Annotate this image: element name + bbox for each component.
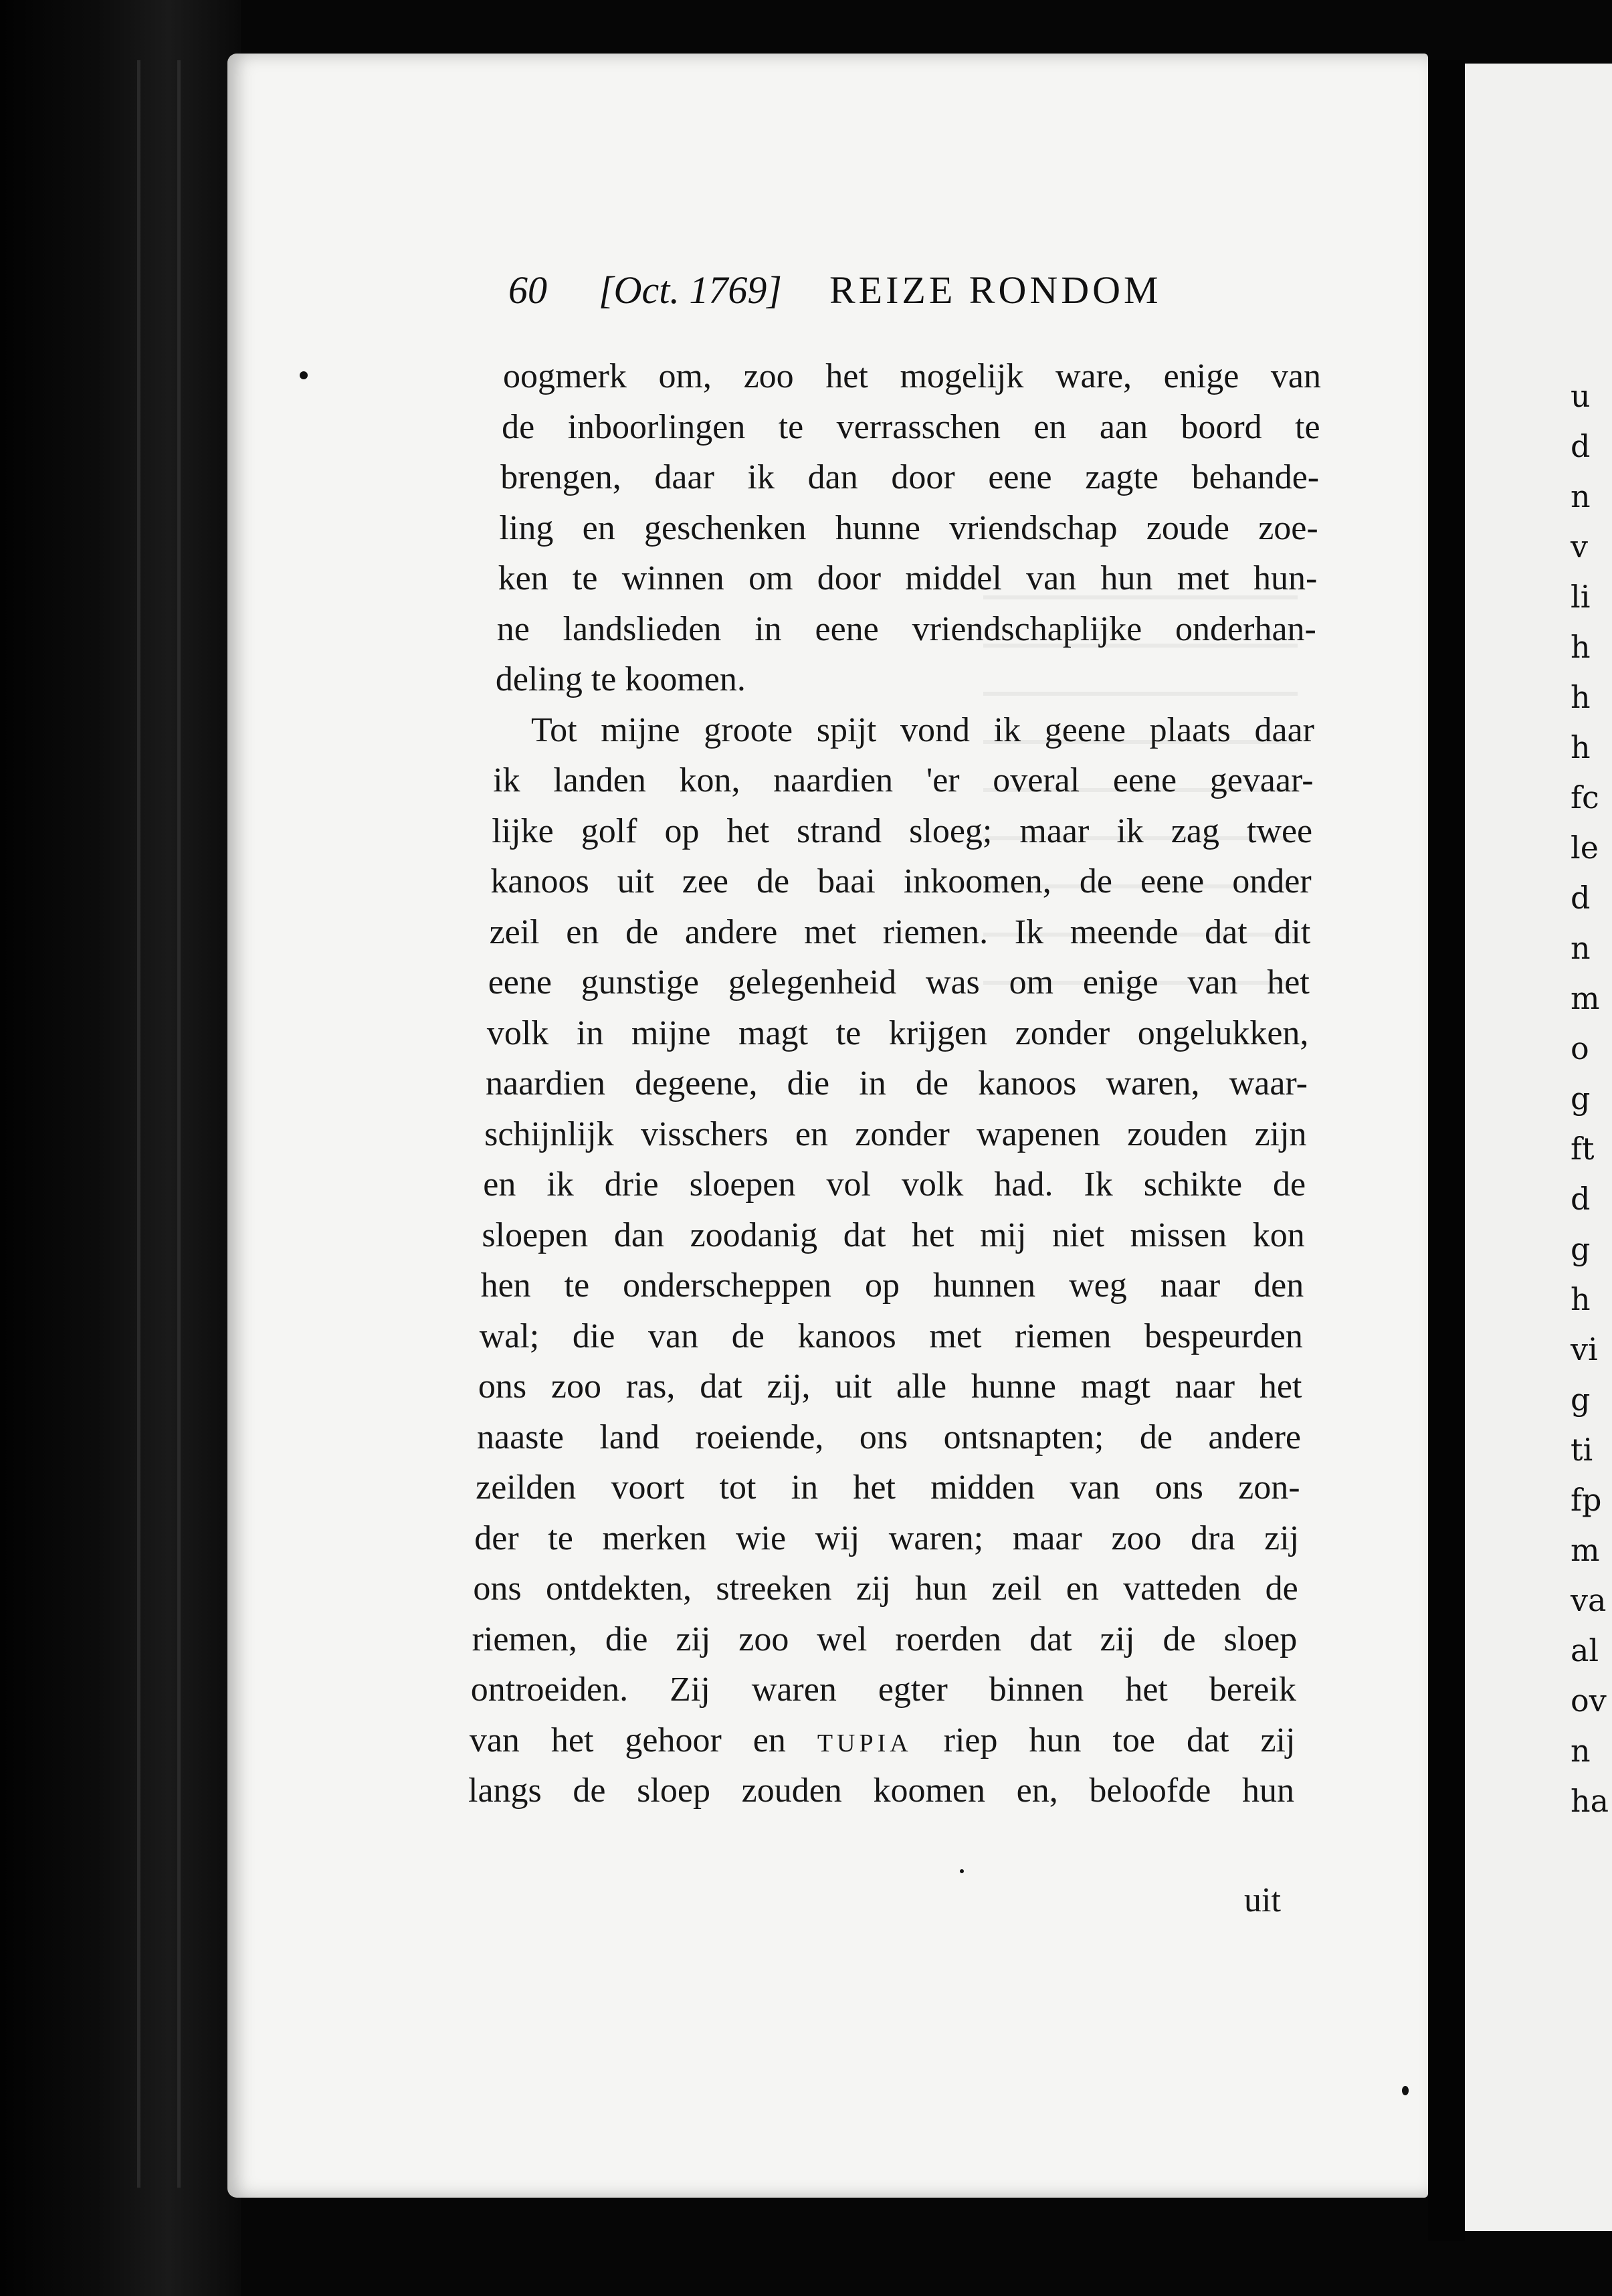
page-number: 60 [508,268,547,312]
facing-page-fragment: d [1571,428,1591,464]
page-speck [1402,2086,1409,2095]
text-line: ons zoo ras, dat zij, uit alle hunne magt naar het [478,1367,1302,1406]
text-line: ne landslieden in eene vriendschaplijke onderhan- [496,609,1316,648]
text-line: kanoos uit zee de baai inkoomen, de eene onder [490,862,1312,900]
text-fragment: riep hun toe dat zij [943,1721,1296,1759]
text-line: zeil en de andere met riemen. Ik meende dat dit [489,913,1311,951]
facing-page-fragment: u [1571,378,1591,414]
text-line: deling te koomen. [495,660,746,698]
page-header [508,268,1237,328]
facing-page-fragment: d [1571,880,1591,916]
page-speck [300,371,308,379]
facing-page-fragment: fp [1571,1482,1602,1518]
text-line: en ik drie sloepen vol volk had. Ik schikte de [483,1165,1306,1204]
facing-page-fragment: n [1571,1733,1591,1769]
facing-page-fragment: o [1571,1030,1589,1066]
facing-page-fragment: le [1571,830,1599,866]
facing-page-fragment: g [1571,1381,1591,1418]
book-binding [0,0,241,2296]
text-line: der te merken wie wij waren; maar zoo dra zij [474,1519,1300,1557]
page-speck [960,1869,964,1873]
text-line: oogmerk om, zoo het mogelijk ware, enige van [503,357,1321,395]
facing-page-fragment: ft [1571,1131,1595,1167]
facing-page-fragment: h [1571,679,1591,715]
text-line: ons ontdekten, streeken zij hun zeil en vatteden de [473,1569,1298,1608]
text-line: ontroeiden. Zij waren egter binnen het bereik [470,1670,1296,1709]
text-line: Tot mijne groote spijt vond ik geene plaats daar [531,710,1314,749]
text-line: riemen, die zij zoo wel roerden dat zij de sloep [472,1620,1298,1658]
person-name: TUPIA [817,1729,912,1757]
text-fragment: van het gehoor en [469,1721,786,1759]
text-line: langs de sloep zouden koomen en, beloofde hun [468,1772,1294,1810]
facing-page-fragment: v [1571,529,1588,565]
text-line: zeilden voort tot in het midden van ons zon- [476,1468,1300,1507]
facing-page-fragment: m [1571,980,1600,1016]
binding-edge [177,60,181,2188]
facing-page-fragment: h [1571,729,1591,765]
text-line: ik landen kon, naardien 'er overal eene gevaar- [493,761,1314,799]
text-line: hen te onderscheppen op hunnen weg naar den [480,1266,1304,1305]
text-line: brengen, daar ik dan door eene zagte behande- [500,458,1320,496]
text-line [470,1720,1296,1761]
facing-page-fragment: g [1571,1080,1591,1117]
facing-page-fragment: vi [1571,1331,1598,1367]
facing-page-fragment: fc [1571,779,1599,816]
text-line: wal; die van de kanoos met riemen bespeurden [479,1317,1303,1355]
text-line: naaste land roeiende, ons ontsnapten; de andere [477,1418,1301,1456]
facing-page-fragment: va [1571,1582,1607,1618]
facing-page-fragment: g [1571,1231,1591,1267]
facing-page-fragment: m [1571,1532,1600,1568]
facing-page-fragment: h [1571,629,1591,665]
facing-page-fragment: d [1571,1181,1591,1217]
text-line: lijke golf op het strand sloeg; maar ik zag twee [492,811,1313,850]
text-line: de inboorlingen te verrasschen en aan boord te [502,407,1320,446]
text-line: sloepen dan zoodanig dat het mij niet missen kon [482,1216,1305,1254]
text-line: ken te winnen om door middel van hun met hun- [498,559,1318,597]
facing-page-fragment: ov [1571,1683,1607,1719]
text-line: volk in mijne magt te krijgen zonder ongelukken, [486,1014,1309,1052]
facing-page-fragment: h [1571,1281,1591,1317]
facing-page-fragment: al [1571,1632,1599,1668]
facing-page-fragment: n [1571,478,1591,514]
facing-page-fragment: n [1571,930,1591,966]
running-title: REIZE RONDOM [829,268,1162,312]
text-line: naardien degeene, die in de kanoos waren, waar- [486,1064,1308,1103]
facing-page-fragment: ti [1571,1432,1593,1468]
binding-edge [137,60,140,2188]
page-gutter [1428,60,1465,2241]
facing-page-fragment: li [1571,579,1591,615]
header-date: [Oct. 1769] [599,268,782,312]
facing-page-fragment: ha [1571,1783,1609,1819]
text-line: schijnlijk visschers en zonder wapenen zouden zijn [484,1115,1307,1153]
facing-page-edge [1465,64,1612,2231]
text-line: eene gunstige gelegenheid was om enige van het [488,963,1310,1001]
text-line: ling en geschenken hunne vriendschap zoude zoe- [499,508,1318,547]
catchword: uit [1244,1881,1281,1919]
